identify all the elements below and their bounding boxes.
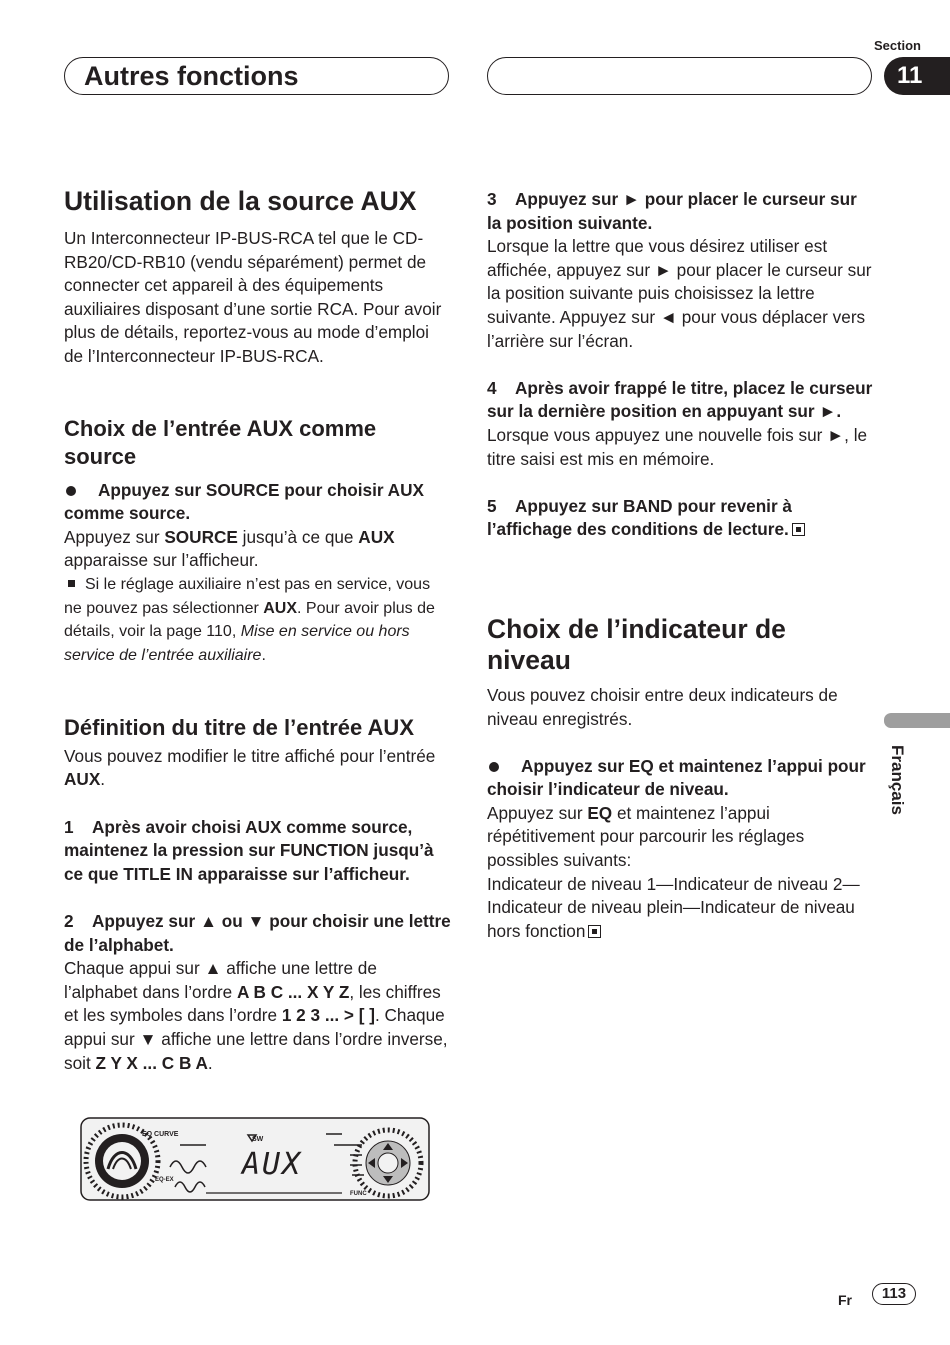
sw-label: SW [252,1136,264,1143]
section-number-badge: 11 [884,57,950,95]
step-3-heading: 3 Appuyez sur ► pour placer le curseur sur la position suivante. [487,189,862,233]
eq-instruction: Appuyez sur EQ et maintenez l’appui répétitivement pour parcourir les réglages possibles suivants: [487,802,805,871]
aux-intro-paragraph: Un Interconnecteur IP-BUS-RCA tel que le CD-RB20/CD-RB10 (vendu séparément) permet de connecter cet appareil à des équipements auxiliaires disposant d’une sortie RCA. Pour avoir plus de détails, reportez-vous au mode d’emploi de l’Interconnecteur IP-BUS-RCA. [64,228,442,366]
section-label: Section [874,38,921,53]
heading-aux-input-source: Choix de l’entrée AUX comme source [64,415,377,470]
step-3-body: Lorsque la lettre que vous désirez utiliser est affichée, appuyez sur ► pour placer le curseur sur la position suivante puis choisissez la lettre suivante. Appuyez sur ◄ pour vous déplacer vers l’arrière sur l’écran. [487,236,872,351]
head-unit-display-illustration [80,1117,430,1201]
page-header-title: Autres fonctions [84,61,299,91]
func-label: FUNC [350,1191,367,1197]
right-column [487,188,878,943]
bullet-dot-icon [489,762,499,772]
step-1: 1 Après avoir choisi AUX comme source, maintenez la pression sur FUNCTION jusqu’à ce que TITLE IN apparaisse sur l’afficheur. [64,816,439,884]
level-intro: Vous pouvez choisir entre deux indicateurs de niveau enregistrés. [487,684,838,729]
heading-aux-source: Utilisation de la source AUX [64,186,417,216]
page-number: 113 [872,1283,916,1305]
language-tab-label: Français [888,745,907,815]
step-5-heading: 5 Appuyez sur BAND pour revenir à l’affichage des conditions de lecture. [487,495,875,542]
eq-ex-label: EQ-EX [155,1177,174,1183]
select-aux-instruction: Appuyez sur SOURCE jusqu’à ce que AUX apparaisse sur l’afficheur. [64,526,395,571]
step-4-heading: 4 Après avoir frappé le titre, placez le curseur sur la dernière position en appuyant sur ►. [487,377,878,422]
bullet-dot-icon [66,486,76,496]
end-mark-icon [792,523,805,536]
aux-title-intro: Vous pouvez modifier le titre affiché pour l’entrée AUX. [64,745,436,790]
bullet-select-aux: Appuyez sur SOURCE pour choisir AUX comme source. [64,479,424,524]
note-square-icon [68,580,75,587]
footer-lang-code: Fr [838,1292,852,1308]
end-mark-icon [588,925,601,938]
aux-note: Si le réglage auxiliaire n’est pas en service, vous ne pouvez pas sélectionner AUX. Pour avoir plus de détails, voir la page 110, Mise en service ou hors service de l’entrée auxiliaire. [64,575,435,664]
heading-level-indicator: Choix de l’indicateur de niveau [487,613,786,675]
step-2-body: Chaque appui sur ▲ affiche une lettre de l’alphabet dans l’ordre A B C ... X Y Z, les chiffres et les symboles dans l’ordre 1 2 3 ... > [ ]. Chaque appui sur ▼ affiche une lettre dans l’ordre inverse, soit Z Y X ... C B A. [64,958,448,1073]
bullet-eq-hold: Appuyez sur EQ et maintenez l’appui pour choisir l’indicateur de niveau. [487,755,866,800]
level-options-list: Indicateur de niveau 1—Indicateur de niveau 2—Indicateur de niveau plein—Indicateur de niveau hors fonction [487,873,860,941]
header-blank-pill [487,57,872,95]
segment-display-text: AUX [242,1147,303,1182]
display-svg [80,1117,430,1201]
eq-curve-label: EQ CURVE [142,1131,179,1138]
language-tab-bar [884,713,950,728]
step-2-heading: 2 Appuyez sur ▲ ou ▼ pour choisir une lettre de l’alphabet. [64,910,456,955]
left-column [64,186,456,1075]
heading-aux-title: Définition du titre de l’entrée AUX [64,715,414,741]
step-4-body: Lorsque vous appuyez une nouvelle fois sur ►, le titre saisi est mis en mémoire. [487,424,868,469]
